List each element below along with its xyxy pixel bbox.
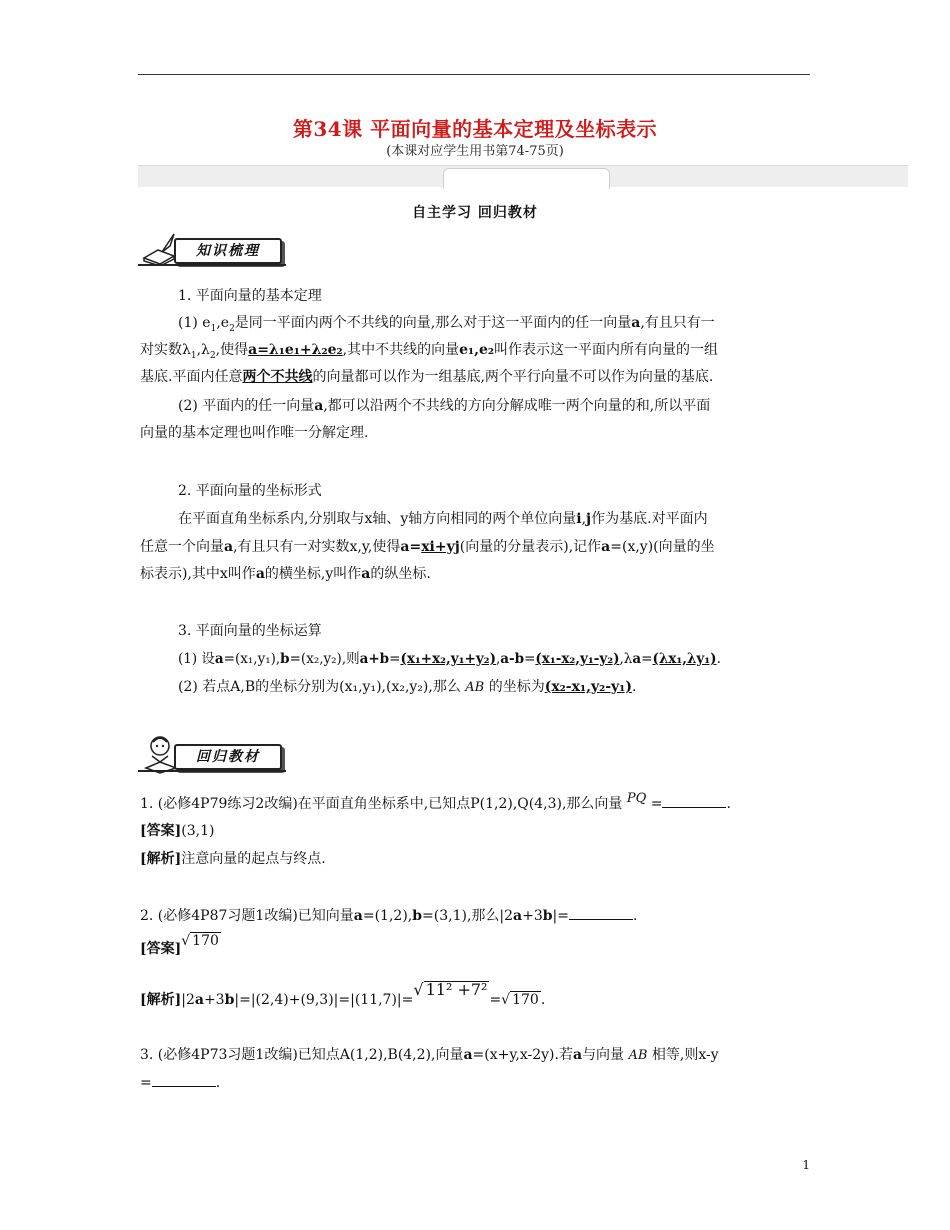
s3-answer-scalar: (λx₁,λy₁) xyxy=(652,651,717,667)
q1-line: 1. (必修4P79练习2改编)在平面直角坐标系中,已知点P(1,2),Q(4,3),那么向量 PQ = . xyxy=(140,791,731,812)
vector-ab-q3: AB xyxy=(628,1048,648,1063)
lesson-subtitle: (本课对应学生用书第74-75页) xyxy=(386,144,564,159)
s3-answer-sum: (x₁+x₂,y₁+y₂) xyxy=(400,651,496,667)
q3-answer-blank xyxy=(152,1074,216,1087)
page-number: 1 xyxy=(802,1158,810,1172)
s2-line2: 任意一个向量a,有且只有一对实数x,y,使得a=xi+yj(向量的分量表示),记作a=(x,y)(向量的坐 xyxy=(140,539,715,555)
section-heading: 自主学习 回归教材 xyxy=(412,205,538,221)
s1-formula: a=λ₁e₁+λ₂e₂ xyxy=(248,342,343,358)
s1-blank-answer: 两个不共线 xyxy=(242,369,313,385)
s3-answer-ab: (x₂-x₁,y₂-y₁) xyxy=(544,679,632,695)
s2-title: 2. 平面向量的坐标形式 xyxy=(178,483,322,499)
knowledge-banner xyxy=(138,232,298,266)
q2-answer: [答案]√ 170 xyxy=(140,933,219,957)
q2-explanation: [解析]|2a+3b|=|(2,4)+(9,3)|=|(11,7)|=√ 11² +7²=√ 170 . xyxy=(140,980,546,1008)
q2-explanation-root2: 170 xyxy=(512,992,539,1008)
top-rule xyxy=(138,74,810,75)
q2-answer-blank xyxy=(569,907,633,920)
s3-line1: (1) 设a=(x₁,y₁),b=(x₂,y₂),则a+b=(x₁+x₂,y₁+y₂),a-b=(x₁-x₂,y₁-y₂),λa=(λx₁,λy₁). xyxy=(178,651,721,667)
q2-answer-root: 170 xyxy=(192,933,219,949)
s3-answer-diff: (x₁-x₂,y₁-y₂) xyxy=(535,651,620,667)
q1-answer-blank xyxy=(662,795,726,808)
s2-line1: 在平面直角坐标系内,分别取与x轴、y轴方向相同的两个单位向量i,j作为基底.对平面内 xyxy=(178,511,708,527)
header-band-tab xyxy=(443,168,610,189)
q2-line: 2. (必修4P87习题1改编)已知向量a=(1,2),b=(3,1),那么|2a+3b|= . xyxy=(140,908,638,924)
lesson-title: 第34课 平面向量的基本定理及坐标表示 xyxy=(292,117,658,141)
q3-line2: = . xyxy=(140,1075,221,1091)
q1-answer: [答案](3,1) xyxy=(140,823,215,839)
return-banner-label: 回归教材 xyxy=(196,749,260,765)
s1-line3: 基底.平面内任意两个不共线的向量都可以作为一组基底,两个平行向量不可以作为向量的基底. xyxy=(140,369,714,385)
q2-explanation-root: 11² +7² xyxy=(425,980,488,999)
s1-p2-line2: 向量的基本定理也叫作唯一分解定理. xyxy=(140,425,369,441)
q3-line1: 3. (必修4P73习题1改编)已知点A(1,2),B(4,2),向量a=(x+y,x-2y).若a与向量 AB 相等,则x-y xyxy=(140,1047,719,1063)
vector-pq: PQ xyxy=(626,791,647,806)
s1-line1: (1) $e_1,e_2$是同一平面内两个不共线的向量,那么对于这一平面内的任一向量a,有且只有一 xyxy=(178,315,715,334)
knowledge-banner-label: 知识梳理 xyxy=(196,243,260,259)
return-banner xyxy=(138,738,298,772)
s1-line2: 对实数$\lambda_1,\lambda_2$,使得a=λ₁e₁+λ₂e₂,其中不共线的向量e₁,e₂叫作表示这一平面内所有向量的一组 xyxy=(140,342,719,361)
s2-line3: 标表示),其中x叫作a的横坐标,y叫作a的纵坐标. xyxy=(140,566,431,582)
s1-p2-line1: (2) 平面内的任一向量a,都可以沿两个不共线的方向分解成唯一两个向量的和,所以平面 xyxy=(178,398,711,414)
s2-blank-answer: xi+yj xyxy=(421,539,460,555)
s3-line2: (2) 若点A,B的坐标分别为(x₁,y₁),(x₂,y₂),那么 AB 的坐标为(x₂-x₁,y₂-y₁). xyxy=(178,679,637,695)
s1-title: 1. 平面向量的基本定理 xyxy=(178,288,322,304)
s3-title: 3. 平面向量的坐标运算 xyxy=(178,623,322,639)
vector-ab: AB xyxy=(465,680,485,695)
q1-explanation: [解析]注意向量的起点与终点. xyxy=(140,851,326,867)
